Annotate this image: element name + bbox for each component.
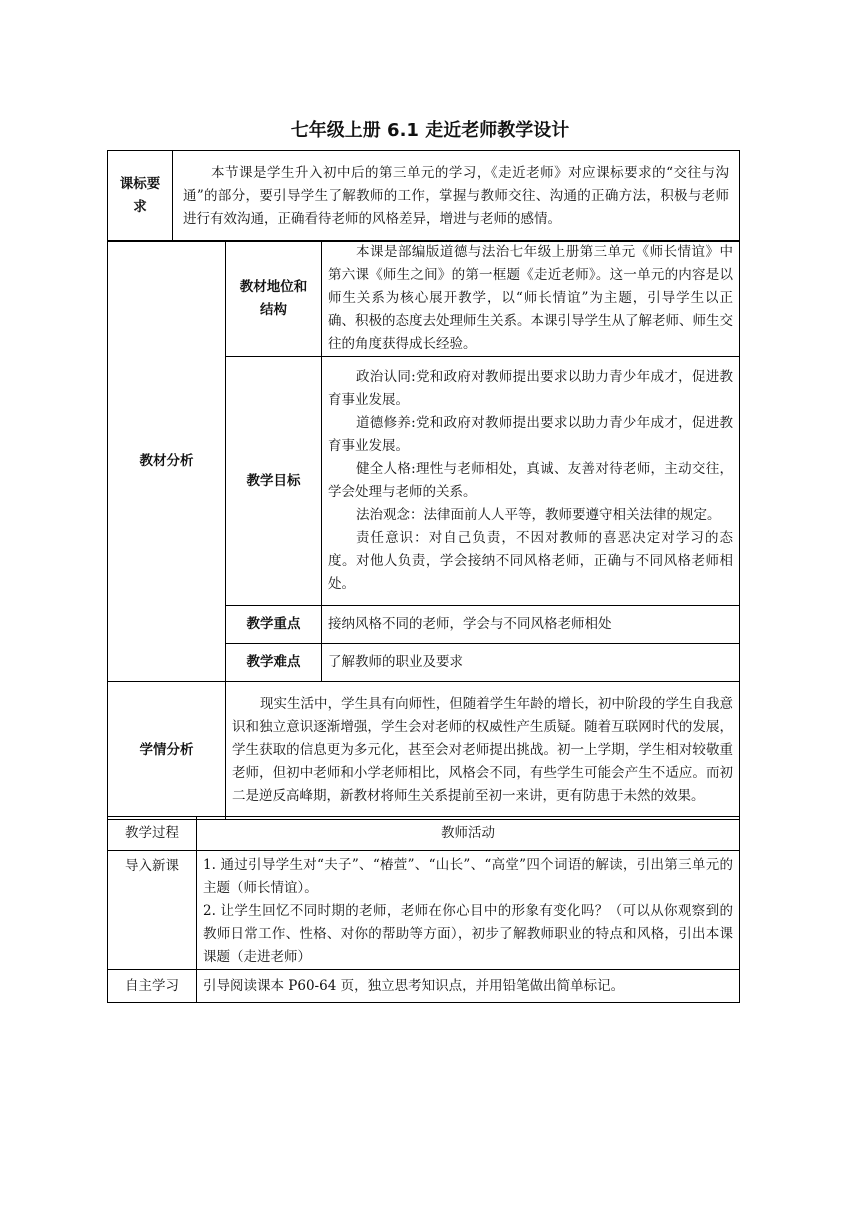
process-stage-intro: 导入新课 (108, 851, 197, 970)
textbook-position-text: 本课是部编版道德与法治七年级上册第三单元《师长情谊》中第六课《师生之间》的第一框题《走近老师》。这一单元的内容是以师生关系为核心展开教学，以“师长情谊”为主题，引导学生以正确、积极的态度去处理师生关系。本课引导学生从了解老师、师生交往的角度获得成长经验。 (322, 241, 740, 357)
process-header-stage: 教学过程 (108, 817, 197, 851)
process-activity-intro (197, 851, 740, 970)
objective-item: 政治认同:党和政府对教师提出要求以助力青少年成才，促进教育事业发展。 (328, 369, 733, 408)
analysis-table (107, 240, 740, 820)
curriculum-standard-label: 课标要求 (108, 151, 173, 242)
process-table (107, 816, 740, 1003)
process-activity-self-study (197, 970, 740, 1003)
process-stage-self-study: 自主学习 (108, 970, 197, 1003)
process-header-activity: 教师活动 (197, 817, 740, 851)
curriculum-standard-text: 本节课是学生升入初中后的第三单元的学习，《走近老师》对应课标要求的“交往与沟通”的部分，要引导学生了解教师的工作，掌握与教师交往、沟通的正确方法，积极与老师进行有效沟通，正确看待老师的风格差异，增进与老师的感情。 (173, 151, 740, 242)
activity-line: 引导阅读课本 P60-64 页，独立思考知识点，并用铅笔做出简单标记。 (203, 977, 625, 994)
objective-item: 道德修养:党和政府对教师提出要求以助力青少年成才，促进教育事业发展。 (328, 415, 733, 454)
objectives-label: 教学目标 (226, 357, 322, 606)
document-title: 七年级上册 6.1 走近老师教学设计 (290, 120, 570, 141)
textbook-analysis-label: 教材分析 (108, 241, 226, 682)
curriculum-standard-table (107, 150, 740, 242)
key-point-label: 教学重点 (226, 606, 322, 644)
key-point-text: 接纳风格不同的老师，学会与不同风格老师相处 (322, 606, 740, 644)
student-analysis-label: 学情分析 (108, 682, 226, 820)
objective-item: 健全人格:理性与老师相处，真诚、友善对待老师，主动交往，学会处理与老师的关系。 (328, 461, 733, 500)
activity-line: 2. 让学生回忆不同时期的老师，老师在你心目中的形象有变化吗？（可以从你观察到的教师日常工作、性格、对你的帮助等方面），初步了解教师职业的特点和风格，引出本课课题（走进老师） (203, 903, 733, 965)
objective-item: 责任意识：对自己负责，不因对教师的喜恶决定对学习的态度。对他人负责，学会接纳不同风格老师，正确与不同风格老师相处。 (328, 530, 733, 592)
difficult-point-text: 了解教师的职业及要求 (322, 644, 740, 682)
objectives-list (322, 357, 740, 606)
activity-line: 1. 通过引导学生对“夫子”、“椿萱”、“山长”、“高堂”四个词语的解读，引出第三单元的主题（师长情谊）。 (203, 857, 733, 896)
difficult-point-label: 教学难点 (226, 644, 322, 682)
textbook-position-label: 教材地位和结构 (226, 241, 322, 357)
student-analysis-text: 现实生活中，学生具有向师性，但随着学生年龄的增长，初中阶段的学生自我意识和独立意识逐渐增强，学生会对老师的权威性产生质疑。随着互联网时代的发展，学生获取的信息更为多元化，甚至会对老师提出挑战。初一上学期，学生相对较敬重老师，但初中老师和小学老师相比，风格会不同，有些学生可能会产生不适应。而初二是逆反高峰期，新教材将师生关系提前至初一来讲，更有防患于未然的效果。 (226, 682, 740, 820)
objective-item: 法治观念：法律面前人人平等，教师要遵守相关法律的规定。 (356, 507, 721, 523)
